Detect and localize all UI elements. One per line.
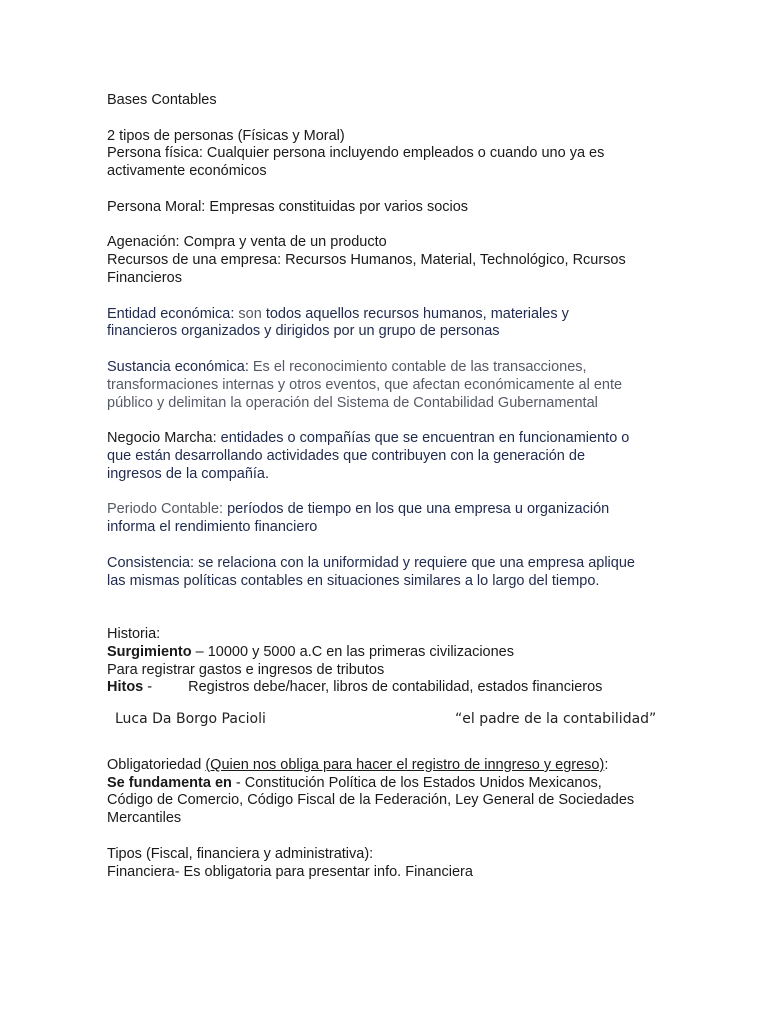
consistencia-text: se relaciona con la uniformidad y requiere que una empresa aplique	[198, 554, 635, 571]
pacioli-row	[107, 703, 667, 739]
registrar-line: Para registrar gastos e ingresos de tributos	[107, 661, 385, 678]
fundamenta-label: Se fundamenta en	[107, 774, 232, 791]
hitos-dash: -	[143, 679, 153, 696]
obligatoriedad-label: Obligatoriedad	[107, 756, 206, 773]
consistencia-label: Consistencia:	[107, 554, 199, 571]
fundamenta-text: - Constitución Política de los Estados Unidos Mexicanos,	[231, 774, 602, 791]
pacioli-name: Luca Da Borgo Pacioli	[115, 711, 266, 728]
periodo-line-1	[107, 501, 667, 519]
surgimiento-text: – 10000 y 5000 a.C en las primeras civilizaciones	[191, 643, 514, 660]
tipos-financiera: Financiera- Es obligatoria para presentar info. Financiera	[107, 863, 473, 880]
sustancia-line-1	[107, 359, 667, 377]
entidad-line-1	[107, 306, 667, 324]
padre-quote: “el padre de la contabilidad”	[455, 711, 657, 728]
entidad-label: Entidad económica:	[107, 305, 239, 322]
sustancia-text: Es el reconocimiento contable de las transacciones,	[252, 358, 587, 375]
periodo-label: Periodo Contable:	[107, 501, 228, 518]
hitos-label: Hitos	[107, 679, 144, 696]
obligatoriedad-line	[107, 757, 667, 775]
consistencia-line-2: las mismas políticas contables en situaciones similares a lo largo del tiempo.	[107, 572, 600, 589]
surgimiento-label: Surgimiento	[107, 643, 192, 660]
negocio-line-2: que están desarrollando actividades que contribuyen con la generación de	[107, 447, 586, 464]
recursos-line-2: Financieros	[107, 269, 182, 286]
tipos-heading: Tipos (Fiscal, financiera y administrativa):	[107, 845, 374, 862]
recursos-line-1: Recursos de una empresa: Recursos Humanos, Material, Technológico, Rcursos	[107, 252, 626, 269]
consistencia-line-1	[107, 555, 667, 573]
entidad-son: son	[238, 305, 266, 322]
fundamenta-line-3: Mercantiles	[107, 810, 182, 827]
historia-heading: Historia:	[107, 625, 161, 642]
obligatoriedad-colon: :	[604, 756, 609, 773]
personas-heading: 2 tipos de personas (Físicas y Moral)	[107, 127, 345, 144]
hitos-line	[107, 679, 667, 697]
negocio-text: entidades o compañías que se encuentran en funcionamiento o	[220, 430, 630, 447]
agenacion: Agenación: Compra y venta de un producto	[107, 234, 387, 251]
persona-fisica-line-2: activamente económicos	[107, 163, 267, 180]
entidad-text: todos aquellos recursos humanos, materiales y	[265, 305, 569, 322]
sustancia-line-3: público y delimitan la operación del Sistema de Contabilidad Gubernamental	[107, 394, 598, 411]
persona-moral: Persona Moral: Empresas constituidas por varios socios	[107, 198, 469, 215]
sustancia-label: Sustancia económica:	[107, 358, 253, 375]
hitos-text: Registros debe/hacer, libros de contabilidad, estados financieros	[188, 679, 603, 696]
negocio-line-3: ingresos de la compañía.	[107, 465, 270, 482]
surgimiento-line	[107, 644, 667, 662]
obligatoriedad-underlined: (Quien nos obliga para hacer el registro de inngreso y egreso)	[205, 756, 605, 773]
sustancia-line-2: transformaciones internas y otros eventos, que afectan económicamente al ente	[107, 376, 623, 393]
fundamenta-line-1	[107, 775, 667, 793]
periodo-line-2: informa el rendimiento financiero	[107, 519, 318, 536]
fundamenta-line-2: Código de Comercio, Código Fiscal de la Federación, Ley General de Sociedades	[107, 792, 635, 809]
persona-fisica-line-1: Persona física: Cualquier persona incluyendo empleados o cuando uno ya es	[107, 145, 605, 162]
entidad-line-2: financieros organizados y dirigidos por un grupo de personas	[107, 323, 500, 340]
periodo-text: períodos de tiempo en los que una empresa u organización	[227, 501, 610, 518]
document-title: Bases Contables	[107, 92, 217, 108]
negocio-line-1	[107, 430, 667, 448]
document-page	[107, 92, 667, 881]
negocio-label: Negocio Marcha:	[107, 430, 221, 447]
